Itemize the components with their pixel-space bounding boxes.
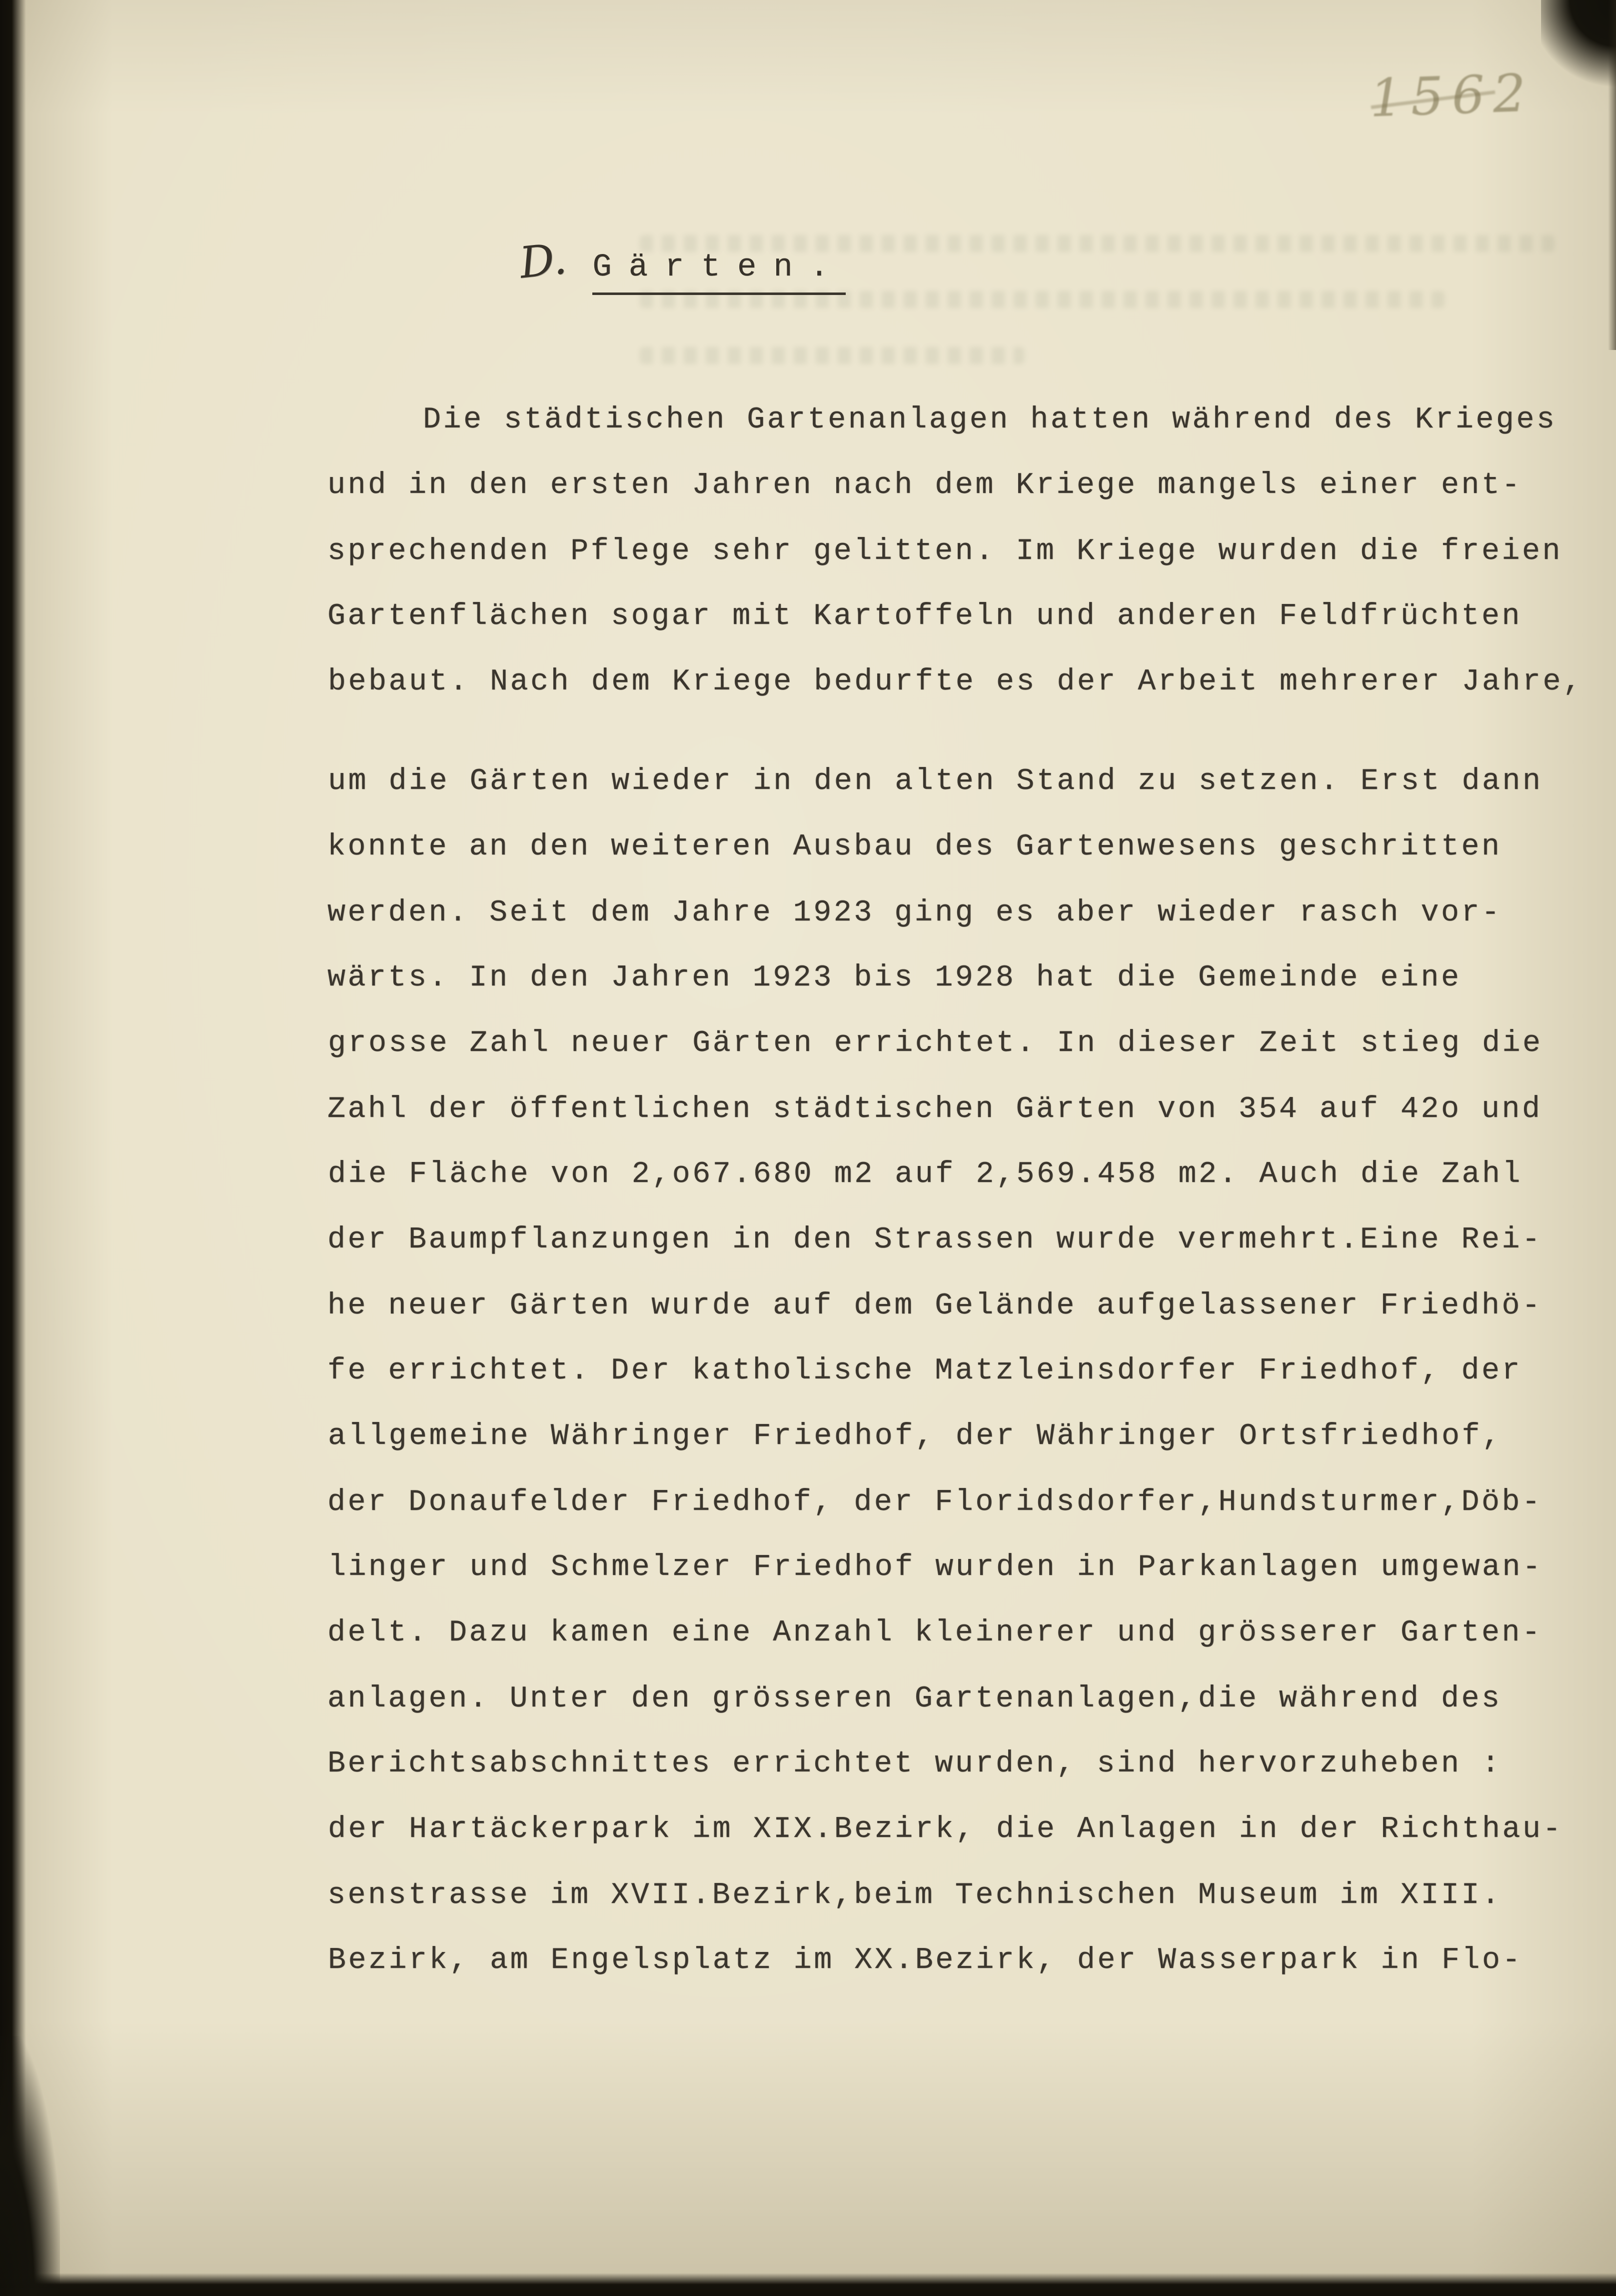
text-line: linger und Schmelzer Friedhof wurden in Parkanlagen umgewan-	[328, 1550, 1543, 1584]
text-line: bebaut. Nach dem Kriege bedurfte es der Arbeit mehrerer Jahre,	[328, 665, 1584, 699]
section-letter: D.	[517, 234, 569, 288]
text-line: werden. Seit dem Jahre 1923 ging es aber wieder rasch vor-	[327, 896, 1502, 930]
text-line: Bezirk, am Engelsplatz im XX.Bezirk, der Wasserpark in Flo-	[328, 1944, 1523, 1978]
text-line: anlagen. Unter den grösseren Gartenanlagen,die während des	[327, 1682, 1502, 1716]
paragraph-2	[327, 749, 1607, 1994]
text-line: senstrasse im XVII.Bezirk,beim Technischen Museum im XIII.	[327, 1878, 1502, 1912]
text-line: und in den ersten Jahren nach dem Kriege mangels einer ent-	[327, 468, 1522, 502]
binding-edge-left	[0, 0, 26, 2296]
text-line: Gartenflächen sogar mit Kartoffeln und anderen Feldfrüchten	[327, 600, 1522, 634]
section-title	[517, 234, 846, 295]
text-line: der Hartäckerpark im XIX.Bezirk, die Anlagen in der Richthau-	[328, 1812, 1563, 1846]
text-line: fe errichtet. Der katholische Matzleinsdorfer Friedhof, der	[327, 1354, 1522, 1388]
section-title-text: Gärten.	[592, 250, 846, 295]
text-line: delt. Dazu kamen eine Anzahl kleinerer und grösserer Garten-	[327, 1616, 1543, 1650]
text-line: der Baumpflanzungen in den Strassen wurde vermehrt.Eine Rei-	[327, 1223, 1543, 1257]
text-line: grosse Zahl neuer Gärten errichtet. In dieser Zeit stieg die	[328, 1026, 1543, 1060]
scan-corner-bottom-left	[0, 2036, 60, 2296]
text-line: der Donaufelder Friedhof, der Floridsdorfer,Hundsturmer,Döb-	[327, 1486, 1543, 1520]
text-line: sprechenden Pflege sehr gelitten. Im Kriege wurden die freien	[327, 534, 1563, 568]
pencil-page-number: 1562	[1368, 62, 1535, 129]
text-line: konnte an den weiteren Ausbau des Gartenwesens geschritten	[327, 830, 1502, 864]
text-line: Berichtsabschnittes errichtet wurden, sind hervorzuheben :	[327, 1747, 1502, 1781]
text-line: um die Gärten wieder in den alten Stand zu setzen. Erst dann	[328, 764, 1543, 798]
text-line: he neuer Gärten wurde auf dem Gelände aufgelassener Friedhö-	[327, 1289, 1543, 1323]
text-line: wärts. In den Jahren 1923 bis 1928 hat die Gemeinde eine	[327, 961, 1462, 995]
scan-corner-top-right	[1541, 0, 1616, 95]
text-line: die Fläche von 2,o67.680 m2 auf 2,569.458 m2. Auch die Zahl	[328, 1158, 1523, 1192]
body-text	[327, 388, 1607, 1994]
text-line: Zahl der öffentlichen städtischen Gärten von 354 auf 42o und	[327, 1092, 1543, 1126]
paragraph-1	[327, 388, 1607, 715]
text-line: allgemeine Währinger Friedhof, der Währinger Ortsfriedhof,	[328, 1420, 1503, 1454]
scan-edge-right	[1608, 0, 1616, 350]
text-line: Die städtischen Gartenanlagen hatten während des Krieges	[423, 403, 1557, 437]
scan-edge-bottom	[0, 2273, 1616, 2296]
